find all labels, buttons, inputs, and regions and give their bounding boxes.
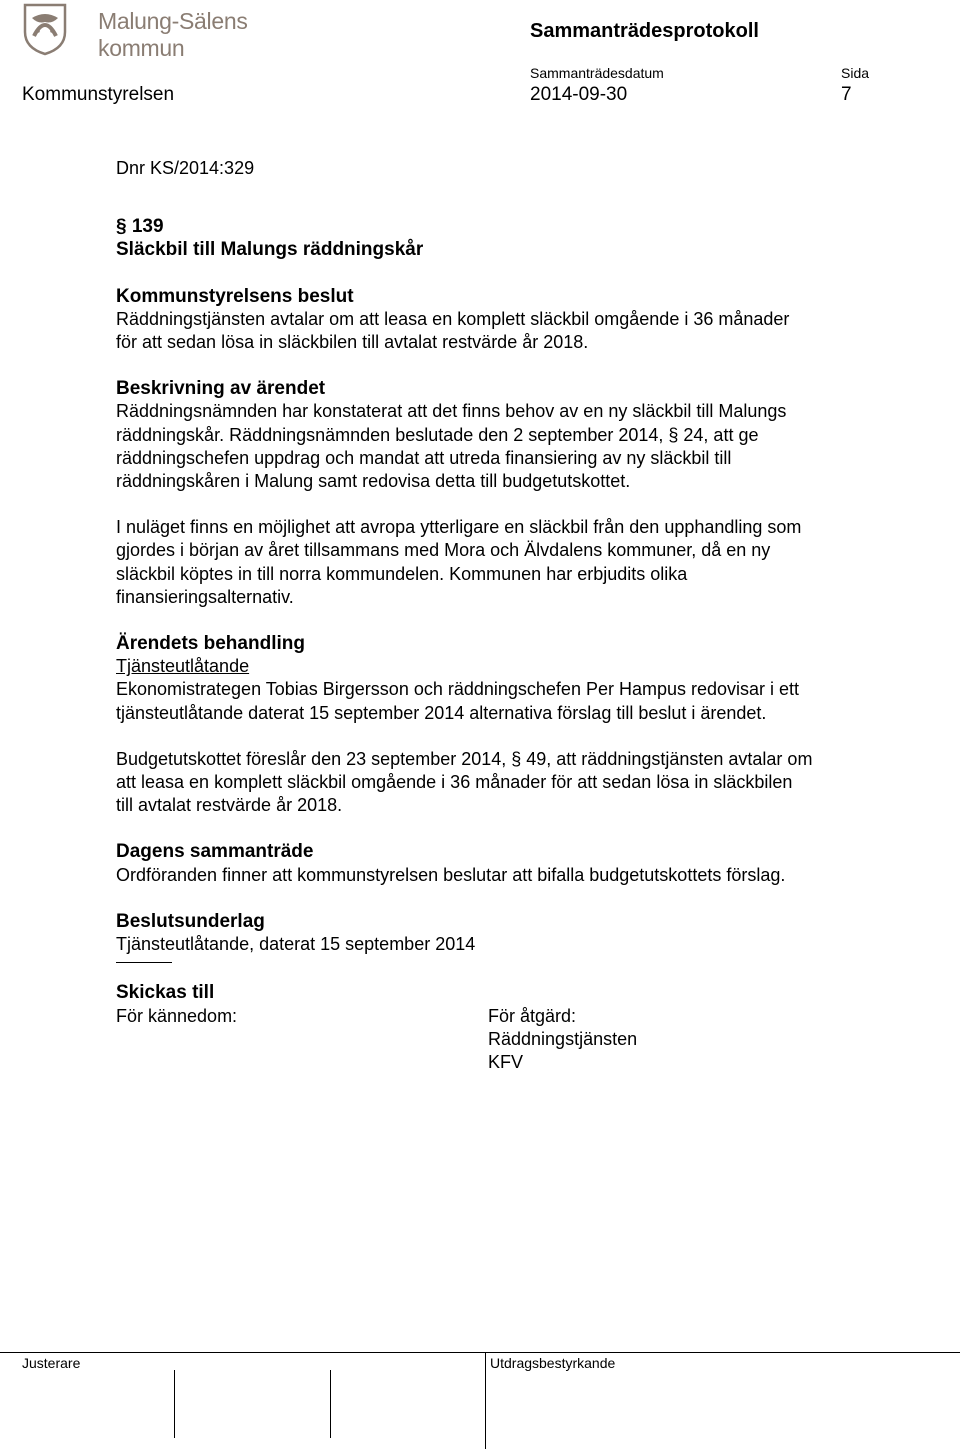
description-line: räddningskåren i Malung samt redovisa detta till budgetutskottet. bbox=[116, 471, 631, 492]
decision-line: för att sedan lösa in släckbilen till avtalat restvärde år 2018. bbox=[116, 332, 589, 353]
description-line: räddningskår. Räddningsnämnden beslutade den 2 september 2014, § 24, att ge bbox=[116, 424, 759, 445]
extract-certification-label: Utdragsbestyrkande bbox=[490, 1355, 616, 1371]
handling-line: tjänsteutlåtande daterat 15 september 2014 alternativa förslag till beslut i ärendet. bbox=[116, 702, 767, 723]
statement-subheading: Tjänsteutlåtande bbox=[116, 656, 250, 677]
paragraph-number: § 139 bbox=[116, 216, 164, 238]
decision-heading: Kommunstyrelsens beslut bbox=[116, 285, 354, 307]
description-section bbox=[116, 377, 916, 609]
meeting-text: Ordföranden finner att kommunstyrelsen beslutar att bifalla budgetutskottets förslag. bbox=[116, 864, 786, 885]
handling-section bbox=[116, 632, 916, 817]
case-title: Släckbil till Malungs räddningskår bbox=[116, 239, 424, 261]
description-line: finansieringsalternativ. bbox=[116, 586, 294, 607]
distribution-heading: Skickas till bbox=[116, 982, 215, 1004]
basis-text: Tjänsteutlåtande, daterat 15 september 2014 bbox=[116, 934, 476, 955]
municipality-logo bbox=[22, 2, 312, 61]
body-name: Kommunstyrelsen bbox=[22, 84, 175, 105]
handling-line: Ekonomistrategen Tobias Birgersson och räddningschefen Per Hampus redovisar i ett bbox=[116, 679, 800, 700]
meeting-heading: Dagens sammanträde bbox=[116, 841, 314, 863]
for-action-label: För åtgärd: bbox=[488, 1005, 577, 1026]
decision-line: Räddningstjänsten avtalar om att leasa en komplett släckbil omgående i 36 månader bbox=[116, 308, 790, 329]
diary-number: Dnr KS/2014:329 bbox=[116, 158, 255, 178]
footer-column-divider bbox=[485, 1353, 486, 1449]
separator-rule bbox=[116, 962, 172, 963]
handling-line: att leasa en komplett släckbil omgående i 36 månader för att sedan lösa in släckbilen bbox=[116, 772, 793, 793]
description-line: I nuläget finns en möjlighet att avropa ytterligare en släckbil från den upphandling som bbox=[116, 517, 802, 538]
distribution-section bbox=[116, 981, 916, 1074]
description-line: gjordes i början av året tillsammans med Mora och Älvdalens kommuner, då en ny bbox=[116, 540, 771, 561]
signature-box-divider bbox=[174, 1370, 175, 1438]
recipient: KFV bbox=[488, 1052, 524, 1073]
description-line: släckbil köptes in till norra kommundelen. Kommunen har erbjudits olika bbox=[116, 563, 688, 584]
meeting-date: 2014-09-30 bbox=[530, 84, 628, 105]
description-line: räddningschefen uppdrag och mandat att utreda finansiering av ny släckbil till bbox=[116, 447, 732, 468]
protocol-body bbox=[116, 157, 916, 1075]
description-heading: Beskrivning av ärendet bbox=[116, 378, 326, 400]
recipient: Räddningstjänsten bbox=[488, 1028, 638, 1049]
for-information-label: För kännedom: bbox=[116, 1005, 238, 1026]
date-label: Sammanträdesdatum bbox=[530, 65, 664, 81]
document-title: Sammanträdesprotokoll bbox=[530, 20, 759, 42]
page-label: Sida bbox=[841, 65, 870, 81]
page-number: 7 bbox=[841, 84, 852, 105]
handling-heading: Ärendets behandling bbox=[116, 633, 305, 655]
description-line: Räddningsnämnden har konstaterat att det finns behov av en ny släckbil till Malungs bbox=[116, 401, 787, 422]
decision-section bbox=[116, 285, 916, 355]
coat-of-arms-icon bbox=[22, 2, 68, 56]
meeting-section bbox=[116, 840, 916, 886]
basis-section bbox=[116, 910, 916, 982]
signature-box-divider bbox=[330, 1370, 331, 1438]
adjuster-label: Justerare bbox=[22, 1355, 81, 1371]
footer-divider bbox=[0, 1352, 960, 1353]
handling-line: Budgetutskottet föreslår den 23 september 2014, § 49, att räddningstjänsten avtalar om bbox=[116, 748, 813, 769]
handling-line: till avtalat restvärde år 2018. bbox=[116, 795, 343, 816]
basis-heading: Beslutsunderlag bbox=[116, 910, 265, 932]
for-action-column bbox=[488, 1005, 637, 1075]
logo-text: Malung-Sälens kommun bbox=[98, 8, 248, 61]
